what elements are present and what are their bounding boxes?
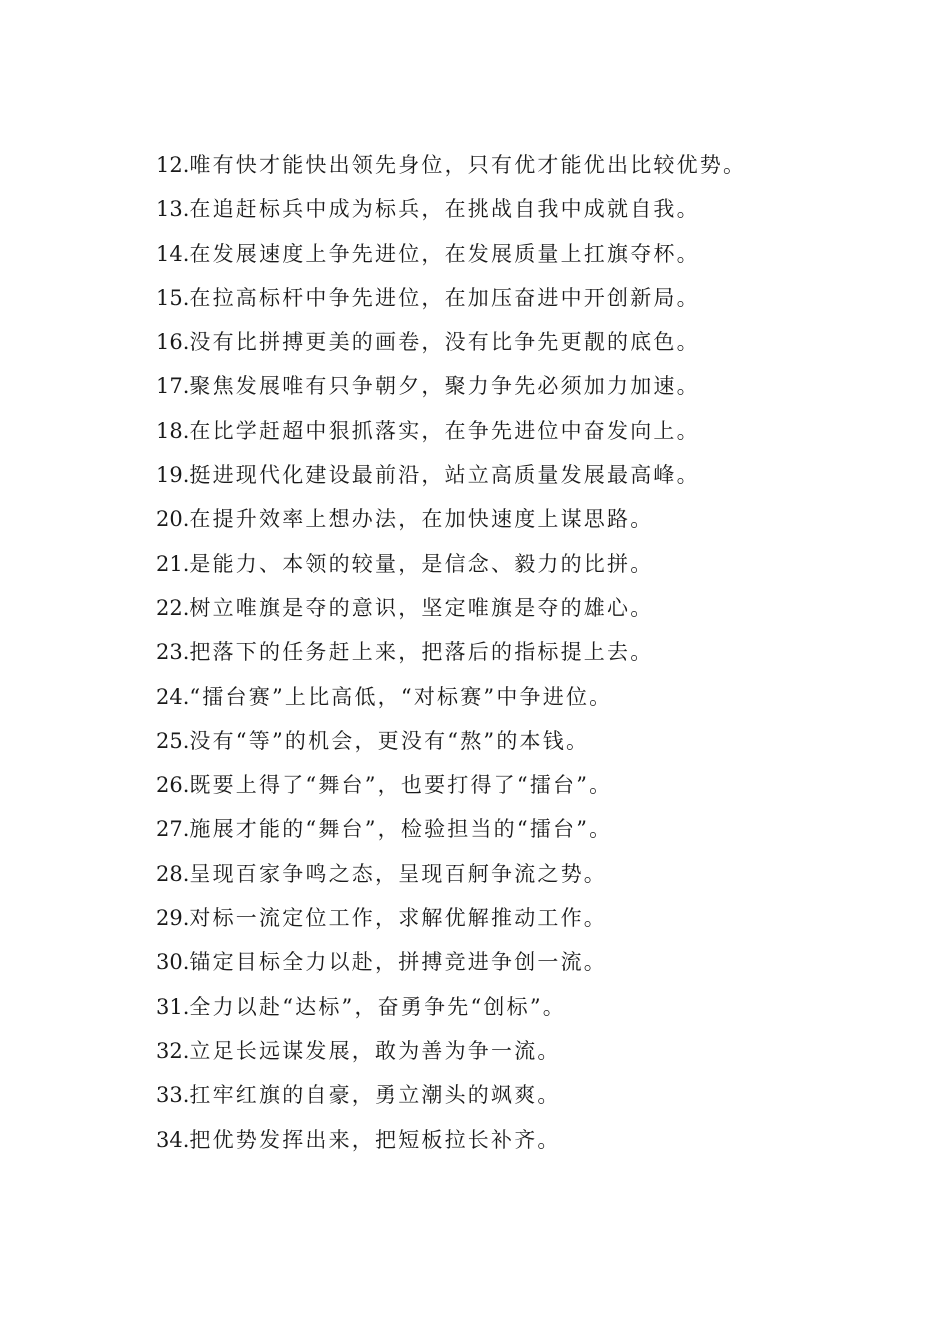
item-number: 24. — [156, 684, 190, 709]
item-number: 15. — [156, 285, 190, 310]
item-number: 30. — [156, 950, 190, 975]
list-item — [156, 497, 876, 541]
item-number: 25. — [156, 728, 190, 753]
list-item — [156, 630, 876, 674]
list-item — [156, 453, 876, 497]
item-text: 对标一流定位工作，求解优解推动工作。 — [189, 906, 608, 931]
list-item — [156, 1073, 876, 1117]
item-text: 挺进现代化建设最前沿，站立高质量发展最高峰。 — [189, 463, 700, 488]
list-item — [156, 320, 876, 364]
list-item — [156, 719, 876, 763]
item-text: 把优势发挥出来，把短板拉长补齐。 — [189, 1127, 561, 1152]
item-number: 16. — [156, 330, 190, 355]
item-number: 29. — [156, 906, 190, 931]
item-number: 23. — [156, 640, 190, 665]
list-item — [156, 1118, 876, 1162]
list-item — [156, 586, 876, 630]
item-number: 14. — [156, 241, 190, 266]
item-number: 34. — [156, 1127, 190, 1152]
item-number: 28. — [156, 861, 190, 886]
item-text: “擂台赛”上比高低，“对标赛”中争进位。 — [189, 684, 613, 709]
item-text: 施展才能的“舞台”，检验担当的“擂台”。 — [189, 817, 613, 842]
item-number: 13. — [156, 197, 190, 222]
item-number: 12. — [156, 153, 190, 177]
list-item — [156, 675, 876, 719]
item-text: 在拉高标杆中争先进位，在加压奋进中开创新局。 — [189, 285, 700, 310]
item-text: 呈现百家争鸣之态，呈现百舸争流之势。 — [189, 861, 608, 886]
item-text: 把落下的任务赶上来，把落后的指标提上去。 — [189, 640, 654, 665]
item-text: 唯有快才能快出领先身位，只有优才能优出比较优势。 — [189, 153, 747, 177]
item-text: 锚定目标全力以赴，拼搏竞进争创一流。 — [189, 950, 608, 975]
list-item — [156, 143, 876, 187]
item-text: 树立唯旗是夺的意识，坚定唯旗是夺的雄心。 — [189, 595, 654, 620]
item-text: 立足长远谋发展，敢为善为争一流。 — [189, 1038, 561, 1063]
item-number: 33. — [156, 1083, 190, 1108]
item-number: 26. — [156, 773, 190, 798]
list-item — [156, 985, 876, 1029]
list-item — [156, 763, 876, 807]
item-number: 32. — [156, 1038, 190, 1063]
list-item — [156, 852, 876, 896]
item-text: 没有“等”的机会，更没有“熬”的本钱。 — [189, 728, 590, 753]
item-text: 聚焦发展唯有只争朝夕，聚力争先必须加力加速。 — [189, 374, 700, 399]
item-number: 17. — [156, 374, 190, 399]
list-item — [156, 276, 876, 320]
item-number: 27. — [156, 817, 190, 842]
list-item — [156, 364, 876, 408]
item-number: 20. — [156, 507, 190, 532]
item-text: 既要上得了“舞台”，也要打得了“擂台”。 — [189, 773, 613, 798]
list-item — [156, 896, 876, 940]
slogan-list — [156, 143, 876, 1162]
item-number: 19. — [156, 463, 190, 488]
item-number: 31. — [156, 994, 190, 1019]
item-text: 在比学赶超中狠抓落实，在争先进位中奋发向上。 — [189, 418, 700, 443]
list-item — [156, 1029, 876, 1073]
list-item — [156, 940, 876, 984]
list-item — [156, 807, 876, 851]
item-text: 在追赶标兵中成为标兵，在挑战自我中成就自我。 — [189, 197, 700, 222]
list-item — [156, 409, 876, 453]
item-text: 在提升效率上想办法，在加快速度上谋思路。 — [189, 507, 654, 532]
item-text: 在发展速度上争先进位，在发展质量上扛旗夺杯。 — [189, 241, 700, 266]
item-text: 扛牢红旗的自豪，勇立潮头的飒爽。 — [189, 1083, 561, 1108]
list-item — [156, 232, 876, 276]
item-text: 全力以赴“达标”，奋勇争先“创标”。 — [189, 994, 566, 1019]
list-item — [156, 542, 876, 586]
item-text: 没有比拼搏更美的画卷，没有比争先更靓的底色。 — [189, 330, 700, 355]
list-item — [156, 187, 876, 231]
item-number: 18. — [156, 418, 190, 443]
item-number: 22. — [156, 595, 190, 620]
item-text: 是能力、本领的较量，是信念、毅力的比拼。 — [189, 551, 654, 576]
item-number: 21. — [156, 551, 190, 576]
